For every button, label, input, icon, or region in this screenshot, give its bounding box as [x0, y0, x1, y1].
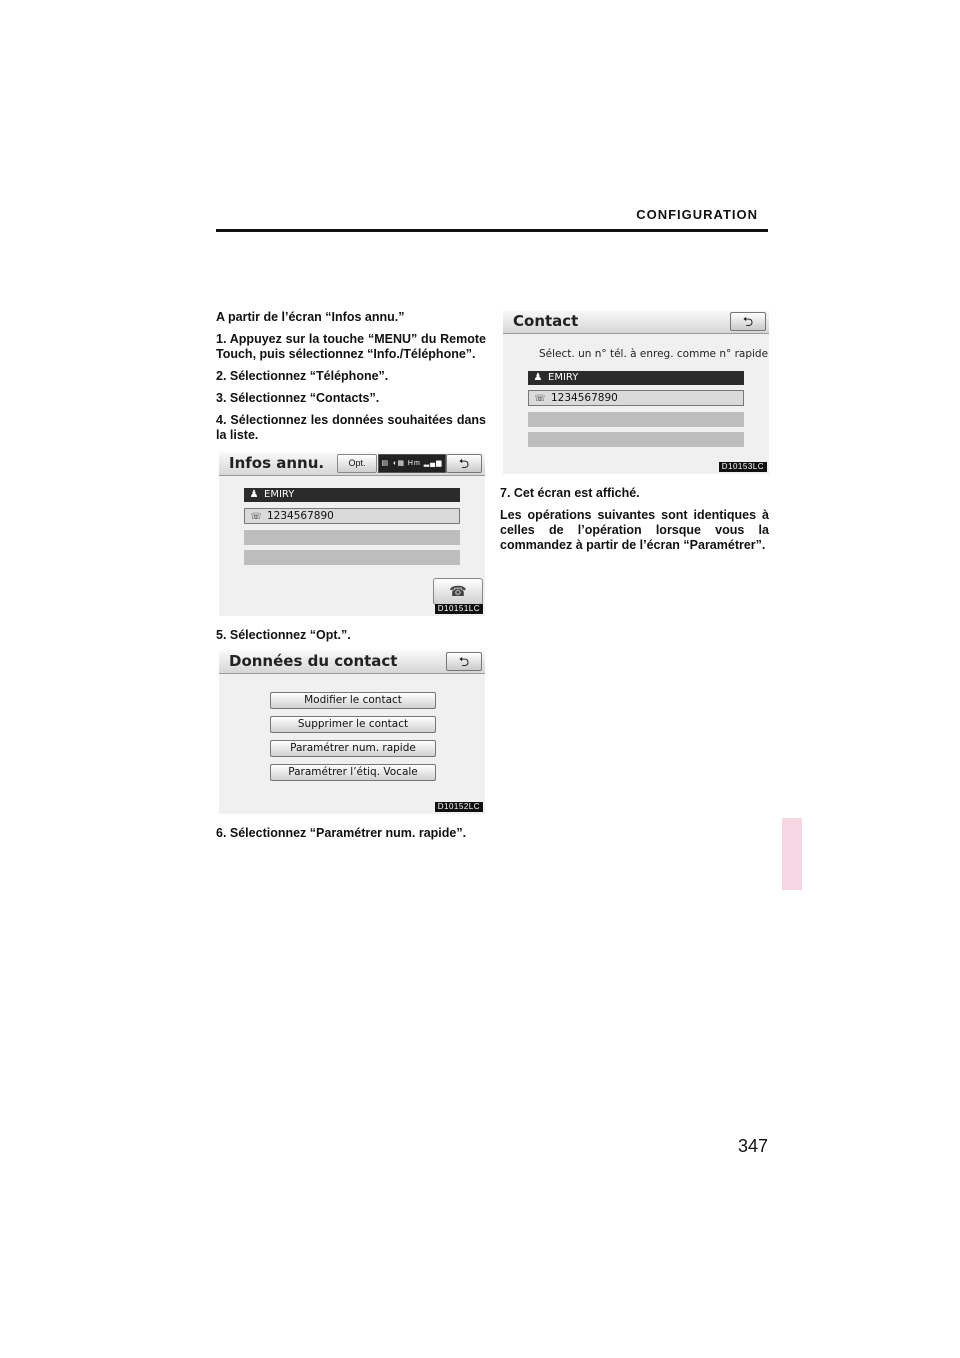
step7-text: 7. Cet écran est affiché. [500, 486, 640, 500]
figure-contact [503, 310, 769, 474]
back-arrow-icon: ⮌ [458, 654, 470, 669]
empty-list-row[interactable] [528, 412, 744, 427]
screen-titlebar [219, 650, 485, 674]
back-button[interactable] [446, 454, 482, 473]
empty-list-row[interactable] [244, 550, 460, 565]
instruction-text: Sélect. un n° tél. à enreg. comme n° rapide [539, 348, 769, 360]
empty-list-row[interactable] [528, 432, 744, 447]
back-button[interactable] [446, 652, 482, 671]
call-button[interactable] [433, 578, 483, 605]
figure-donnees-contact [219, 650, 485, 814]
empty-list-row[interactable] [244, 530, 460, 545]
phone-list-icon: ☏ [250, 512, 262, 522]
screen-title: Données du contact [229, 652, 398, 670]
left-column-intro [216, 310, 486, 450]
person-icon: ♟ [533, 372, 543, 383]
paragraph-step4: 4. Sélectionnez les données souhaitées dans la liste. [216, 413, 486, 442]
paragraph-step1: 1. Appuyez sur la touche “MENU” du Remote Touch, puis sélectionnez “Info./Téléphone”. [216, 332, 486, 361]
section-title: CONFIGURATION [636, 207, 758, 222]
figure-code: D10151LC [435, 604, 483, 614]
phone-number-row[interactable] [528, 390, 744, 406]
modify-contact-button[interactable]: Modifier le contact [270, 692, 436, 709]
contact-name: EMIRY [264, 489, 295, 500]
screen-titlebar [219, 452, 485, 476]
right-column-text [500, 486, 769, 560]
opt-button[interactable]: Opt. [337, 454, 377, 473]
delete-contact-button[interactable]: Supprimer le contact [270, 716, 436, 733]
step6-text: 6. Sélectionnez “Paramétrer num. rapide”. [216, 826, 467, 840]
contact-name-row[interactable] [528, 371, 744, 385]
screen-titlebar [503, 310, 769, 334]
contact-name: EMIRY [548, 372, 579, 383]
step5-text: 5. Sélectionnez “Opt.”. [216, 628, 351, 642]
back-button[interactable] [730, 312, 766, 331]
paragraph-step2: 2. Sélectionnez “Téléphone”. [216, 369, 389, 383]
header-rule [216, 229, 768, 232]
figure-code: D10153LC [719, 462, 767, 472]
phone-list-icon: ☏ [534, 394, 546, 404]
set-speed-dial-button[interactable]: Paramétrer num. rapide [270, 740, 436, 757]
paragraph-step3: 3. Sélectionnez “Contacts”. [216, 391, 380, 405]
person-icon: ♟ [249, 489, 259, 500]
phone-number-row[interactable] [244, 508, 460, 524]
phone-number: 1234567890 [551, 392, 618, 404]
screen-title: Contact [513, 312, 579, 330]
back-arrow-icon: ⮌ [458, 456, 470, 471]
page-number: 347 [737, 1136, 768, 1156]
set-voice-tag-button[interactable]: Paramétrer l’étiq. Vocale [270, 764, 436, 781]
paragraph-intro: A partir de l’écran “Infos annu.” [216, 310, 405, 324]
figure-code: D10152LC [435, 802, 483, 812]
note-text: Les opérations suivantes sont identiques à celles de l’opération lorsque vous la commandez à partir de l’écran “Paramétrer”. [500, 508, 769, 552]
status-indicators: ▤ ◖▦ Hm ▂▄▆ [378, 454, 446, 473]
phone-number: 1234567890 [267, 510, 334, 522]
back-arrow-icon: ⮌ [742, 314, 754, 329]
figure-infos-annu [219, 452, 485, 616]
section-tab-marker [782, 818, 802, 890]
screen-title: Infos annu. [229, 454, 325, 472]
handset-icon: ☎ [449, 583, 467, 599]
contact-name-row[interactable] [244, 488, 460, 502]
